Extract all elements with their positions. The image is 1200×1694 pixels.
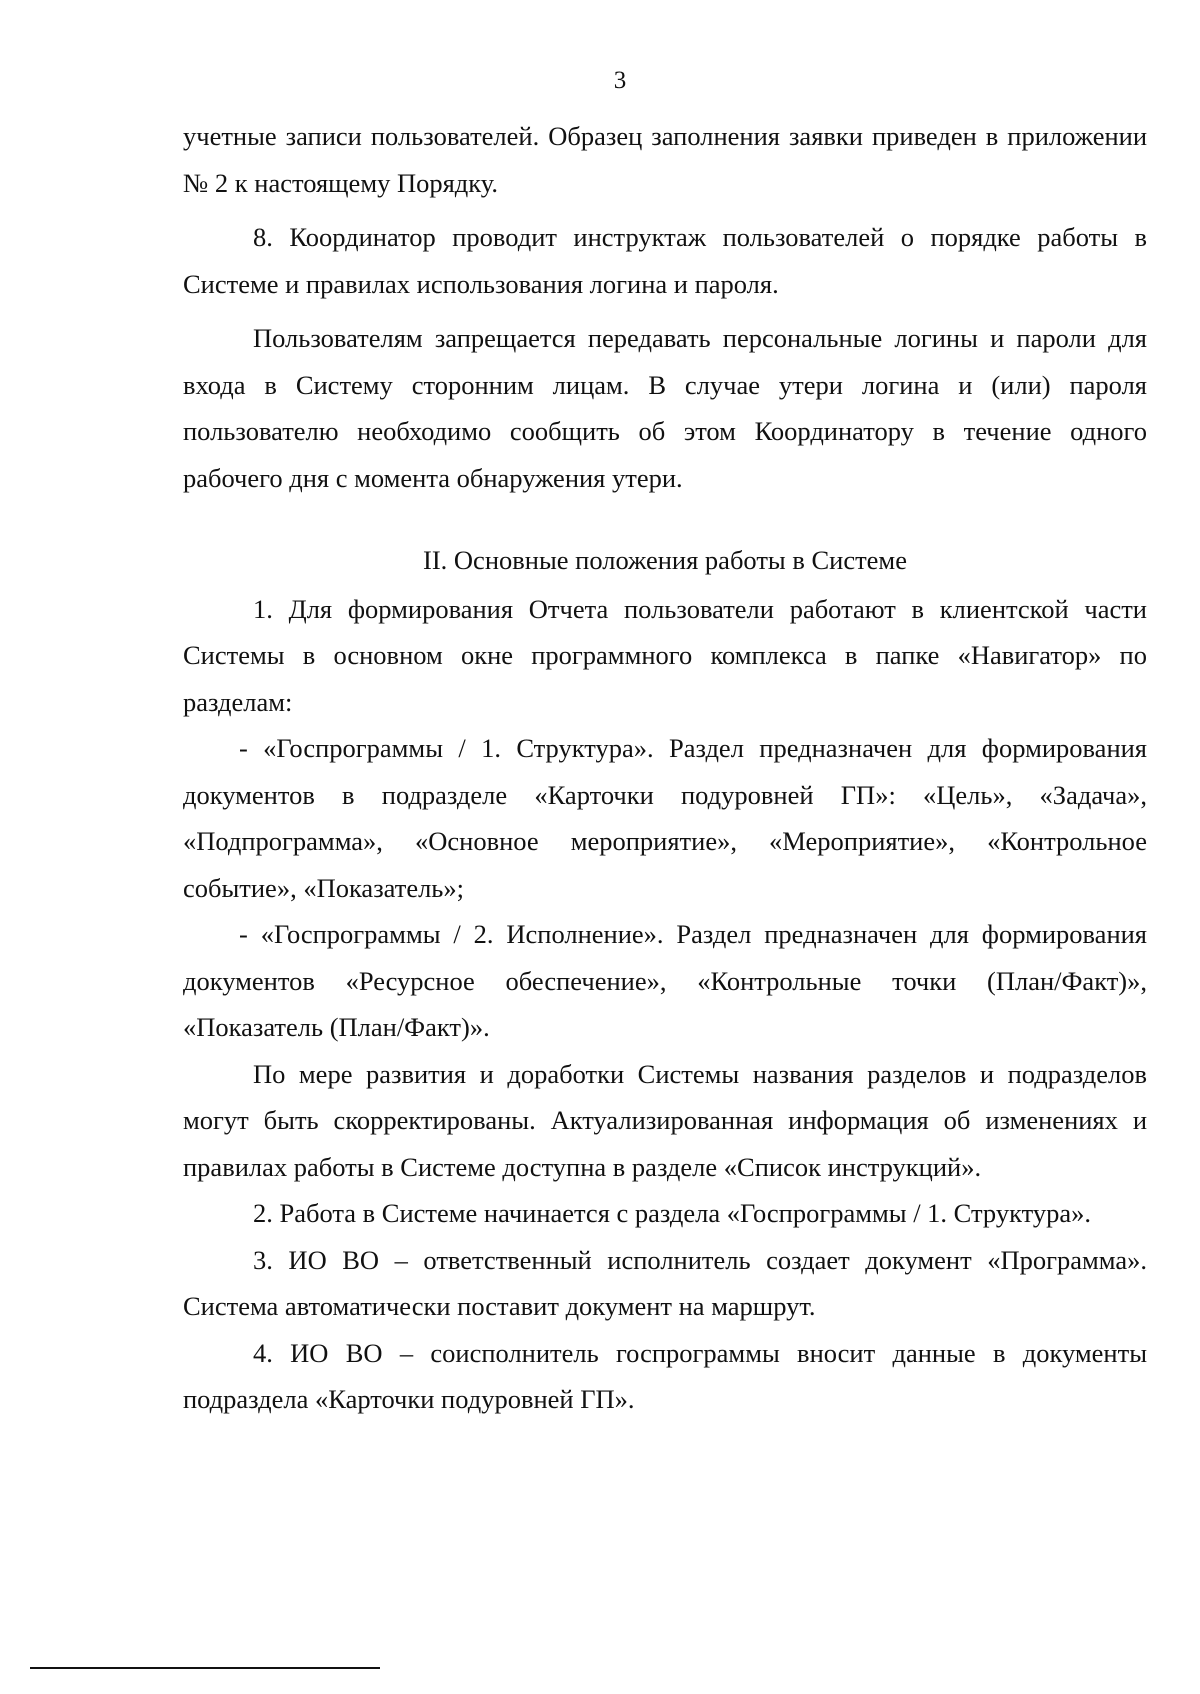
footnote-separator-line (30, 1667, 380, 1669)
paragraph-item-1: 1. Для формирования Отчета пользователи работают в клиентской части Системы в основном окне программного комплекса в папке «Навигатор» по разделам: (183, 593, 1147, 717)
paragraph-item-3: 3. ИО ВО – ответственный исполнитель создает документ «Программа». Система автоматически поставит документ на маршрут. (183, 1244, 1147, 1321)
paragraph-item-2: 2. Работа в Системе начинается с раздела «Госпрограммы / 1. Структура». (253, 1198, 1091, 1228)
page-number: 3 (613, 67, 627, 94)
paragraph-continuation: учетные записи пользователей. Образец заполнения заявки приведен в приложении № 2 к настоящему Порядку. (183, 121, 1147, 198)
section-heading: II. Основные положения работы в Системе (423, 545, 907, 575)
paragraph-development-note: По мере развития и доработки Системы названия разделов и подразделов могут быть скорректированы. Актуализированная информация об изменениях и правилах работы в Системе доступна в разделе «Список инструкций». (183, 1058, 1147, 1182)
document-body (183, 113, 1147, 1423)
paragraph-login-rules: Пользователям запрещается передавать персональные логины и пароли для входа в Систему сторонним лицам. В случае утери логина и (или) пароля пользователю необходимо сообщить об этом Координатору в течение одного рабочего дня с момента обнаружения утери. (183, 323, 1147, 493)
list-item-structure: - «Госпрограммы / 1. Структура». Раздел предназначен для формирования документов в подразделе «Карточки подуровней ГП»: «Цель», «Задача», «Подпрограмма», «Основное мероприятие», «Мероприятие», «Контрольное событие», «Показатель»; (183, 733, 1147, 903)
list-item-execution: - «Госпрограммы / 2. Исполнение». Раздел предназначен для формирования документов «Ресурсное обеспечение», «Контрольные точки (План/Факт)», «Показатель (План/Факт)». (183, 919, 1147, 1042)
paragraph-item-4: 4. ИО ВО – соисполнитель госпрограммы вносит данные в документы подраздела «Карточки подуровней ГП». (183, 1337, 1147, 1414)
paragraph-item-8: 8. Координатор проводит инструктаж пользователей о порядке работы в Системе и правилах использования логина и пароля. (183, 222, 1147, 299)
